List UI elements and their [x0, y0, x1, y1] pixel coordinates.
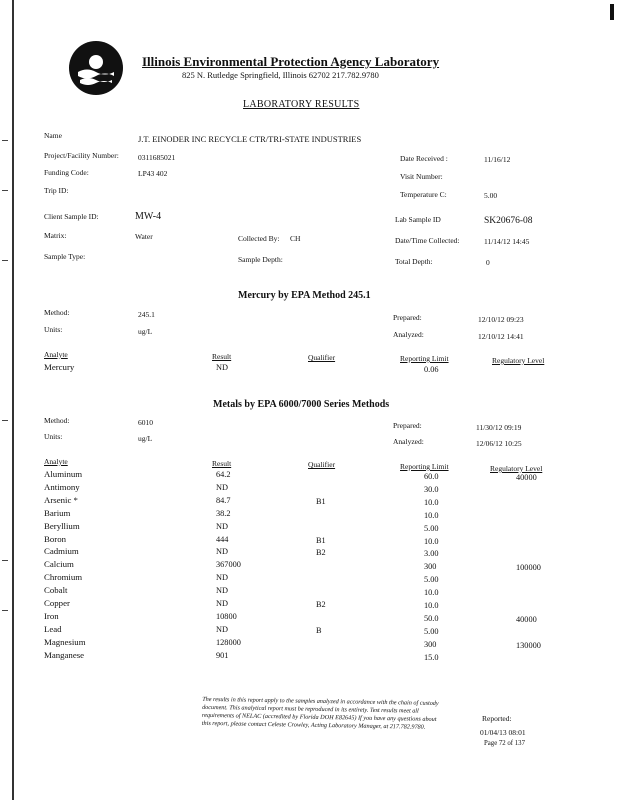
- mercury-method-value: 245.1: [138, 310, 155, 319]
- metals-col-regulatory: Regulatory Level: [490, 464, 543, 473]
- cell-reporting: 5.00: [424, 626, 439, 636]
- mercury-units-value: ug/L: [138, 327, 153, 336]
- cell-regulatory: 100000: [516, 563, 541, 573]
- mercury-col-reporting: Reporting Limit: [400, 354, 449, 363]
- mercury-col-qualifier: Qualifier: [308, 353, 336, 362]
- table-row: [0, 650, 618, 662]
- reported-value: 01/04/13 08:01: [480, 728, 526, 737]
- client-sample-value: MW-4: [135, 211, 162, 222]
- date-received-label: Date Received :: [400, 154, 448, 163]
- cell-regulatory: 40000: [516, 614, 537, 624]
- cell-result: 38.2: [216, 508, 231, 518]
- cell-qualifier: B: [316, 625, 322, 635]
- page-number: Page 72 of 137: [484, 740, 525, 747]
- cell-analyte: Barium: [44, 507, 71, 518]
- cell-analyte: Mercury: [44, 362, 75, 372]
- project-value: 0311685021: [138, 153, 176, 162]
- cell-result: ND: [216, 521, 228, 531]
- metals-col-analyte: Analyte: [44, 457, 68, 466]
- table-row: [0, 611, 618, 623]
- cell-analyte: Iron: [44, 610, 59, 621]
- table-row: [0, 508, 618, 520]
- metals-analyzed-value: 12/06/12 10:25: [476, 439, 522, 448]
- visit-label: Visit Number:: [400, 172, 443, 181]
- mercury-method-label: Method:: [44, 308, 70, 317]
- cell-analyte: Manganese: [44, 649, 85, 660]
- cell-qualifier: B1: [316, 535, 326, 545]
- cell-reporting: 3.00: [424, 549, 439, 559]
- cell-reporting: 300: [424, 639, 437, 649]
- agency-address: 825 N. Rutledge Springfield, Illinois 62702 217.782.9780: [182, 70, 379, 80]
- metals-units-label: Units:: [44, 432, 63, 441]
- cell-result: 444: [216, 534, 229, 544]
- table-row: [0, 469, 618, 481]
- date-received-value: 11/16/12: [484, 155, 511, 164]
- sample-type-label: Sample Type:: [44, 252, 86, 261]
- cell-reporting: 5.00: [424, 575, 439, 585]
- table-row: [0, 637, 618, 649]
- cell-analyte: Calcium: [44, 559, 74, 570]
- collected-by-value: CH: [290, 234, 301, 243]
- metals-col-reporting: Reporting Limit: [400, 462, 449, 471]
- agency-name: Illinois Environmental Protection Agency Laboratory: [142, 54, 440, 69]
- reported-label: Reported:: [482, 714, 512, 723]
- metals-analyzed-label: Analyzed:: [393, 437, 424, 446]
- client-sample-label: Client Sample ID:: [44, 212, 99, 221]
- cell-result: ND: [216, 586, 228, 596]
- cell-reporting: 10.0: [424, 588, 439, 598]
- table-row: [0, 585, 618, 597]
- temperature-value: 5.00: [484, 191, 498, 200]
- cell-analyte: Copper: [44, 598, 70, 608]
- metals-units-value: ug/L: [138, 434, 153, 443]
- iepa-logo: [68, 40, 124, 96]
- table-row: [0, 572, 618, 584]
- cell-regulatory: 130000: [516, 640, 541, 650]
- date-collected-value: 11/14/12 14:45: [484, 237, 530, 246]
- cell-result: 64.2: [216, 470, 231, 479]
- cell-analyte: Cobalt: [44, 585, 68, 596]
- mercury-analyzed-label: Analyzed:: [393, 330, 424, 339]
- cell-reporting: 10.0: [424, 601, 439, 610]
- cell-result: ND: [216, 547, 228, 557]
- matrix-value: Water: [135, 232, 153, 241]
- cell-result: 84.7: [216, 495, 231, 505]
- cell-reporting: 0.06: [424, 365, 439, 374]
- table-row: [0, 495, 618, 507]
- cell-analyte: Magnesium: [44, 636, 86, 647]
- cell-analyte: Boron: [44, 533, 66, 544]
- date-collected-label: Date/Time Collected:: [395, 236, 460, 245]
- cell-reporting: 5.00: [424, 523, 439, 533]
- funding-value: LP43 402: [138, 169, 168, 178]
- cell-analyte: Chromium: [44, 572, 83, 583]
- cell-regulatory: 40000: [516, 473, 537, 482]
- trip-label: Trip ID:: [44, 186, 69, 195]
- cell-analyte: Aluminum: [44, 469, 83, 479]
- cell-analyte: Antimony: [44, 481, 80, 492]
- cell-reporting: 10.0: [424, 536, 439, 546]
- metals-section-title: Metals by EPA 6000/7000 Series Methods: [213, 399, 390, 410]
- cell-result: 128000: [216, 637, 241, 647]
- cell-reporting: 15.0: [424, 652, 439, 662]
- sample-depth-label: Sample Depth:: [238, 255, 283, 264]
- mercury-analyzed-value: 12/10/12 14:41: [478, 332, 524, 341]
- cell-result: 10800: [216, 611, 237, 621]
- collected-by-label: Collected By:: [238, 234, 280, 243]
- cell-reporting: 30.0: [424, 484, 439, 494]
- project-label: Project/Facility Number:: [44, 151, 119, 160]
- mercury-units-label: Units:: [44, 325, 63, 334]
- cell-qualifier: B1: [316, 496, 326, 506]
- footer-disclaimer: The results in this report apply to the samples analyzed in accordance with the chain of custody document. This analytical report must be reproduced in its entirety. Test results meet all requirements of NELAC (accredited by Florida DOH E82645) If you have any questions about this report, please contact Celeste Crowley, Acting Laboratory Manager, at 217.782.9780.: [201, 695, 439, 731]
- table-row: [0, 624, 618, 636]
- metals-col-qualifier: Qualifier: [308, 460, 336, 469]
- total-depth-value: 0: [486, 258, 490, 267]
- cell-qualifier: B2: [316, 548, 326, 558]
- mercury-section-title: Mercury by EPA Method 245.1: [238, 290, 371, 301]
- table-row: [0, 521, 618, 533]
- table-row: [0, 362, 618, 374]
- cell-analyte: Beryllium: [44, 520, 80, 531]
- total-depth-label: Total Depth:: [395, 257, 433, 266]
- table-row: [0, 534, 618, 546]
- lab-sample-label: Lab Sample ID: [395, 215, 441, 224]
- scan-corner-mark: [610, 4, 614, 20]
- cell-result: ND: [216, 482, 228, 492]
- report-title: LABORATORY RESULTS: [243, 99, 360, 110]
- name-value: J.T. EINODER INC RECYCLE CTR/TRI-STATE INDUSTRIES: [138, 134, 362, 144]
- table-row: [0, 546, 618, 558]
- mercury-col-regulatory: Regulatory Level: [492, 356, 545, 365]
- scan-left-edge: [0, 0, 14, 800]
- cell-analyte: Arsenic *: [44, 494, 78, 505]
- matrix-label: Matrix:: [44, 231, 67, 240]
- cell-result: ND: [216, 573, 228, 583]
- cell-result: 901: [216, 650, 229, 660]
- mercury-col-result: Result: [212, 352, 232, 361]
- cell-reporting: 50.0: [424, 613, 439, 623]
- cell-result: ND: [216, 599, 228, 608]
- cell-reporting: 60.0: [424, 472, 439, 481]
- cell-analyte: Lead: [44, 623, 62, 634]
- table-row: [0, 482, 618, 494]
- funding-label: Funding Code:: [44, 168, 89, 177]
- metals-prepared-value: 11/30/12 09:19: [476, 423, 522, 432]
- cell-analyte: Cadmium: [44, 546, 79, 557]
- cell-result: 367000: [216, 560, 241, 570]
- temperature-label: Temperature C:: [400, 190, 447, 199]
- metals-method-label: Method:: [44, 416, 70, 425]
- mercury-prepared-label: Prepared:: [393, 313, 422, 322]
- mercury-col-analyte: Analyte: [44, 350, 68, 359]
- metals-method-value: 6010: [138, 418, 153, 427]
- metals-prepared-label: Prepared:: [393, 421, 422, 430]
- lab-sample-value: SK20676-08: [484, 216, 533, 226]
- cell-qualifier: B2: [316, 600, 326, 609]
- cell-result: ND: [216, 363, 228, 372]
- cell-result: ND: [216, 624, 228, 634]
- cell-reporting: 300: [424, 562, 437, 572]
- name-label: Name: [44, 131, 62, 140]
- cell-reporting: 10.0: [424, 510, 439, 520]
- table-row: [0, 559, 618, 571]
- table-row: [0, 598, 618, 610]
- cell-reporting: 10.0: [424, 497, 439, 507]
- mercury-prepared-value: 12/10/12 09:23: [478, 315, 524, 324]
- metals-col-result: Result: [212, 459, 232, 468]
